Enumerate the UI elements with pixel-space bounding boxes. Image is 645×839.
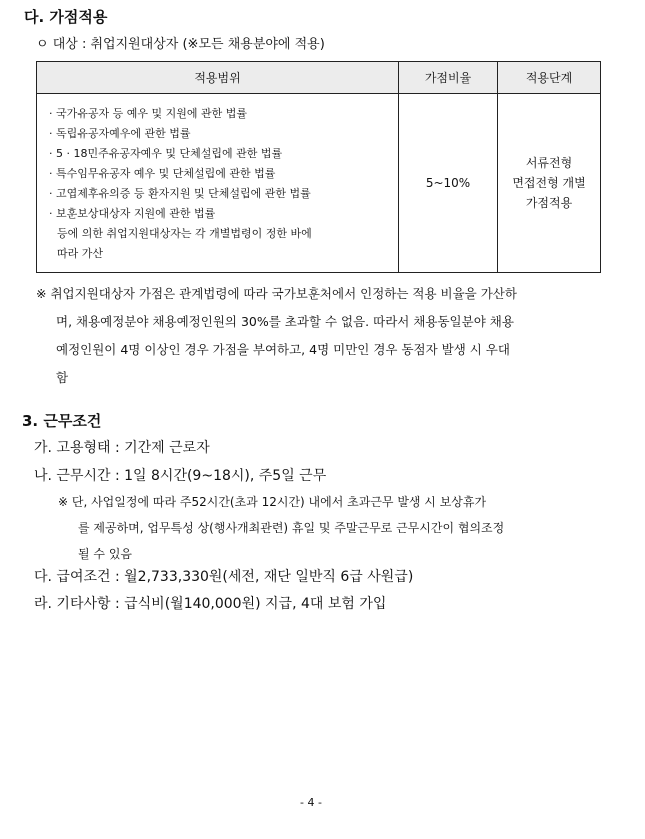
- scope-line: · 독립유공자예우에 관한 법률: [49, 127, 191, 140]
- stage-line: 서류전형: [525, 156, 573, 170]
- header-scope: 적용범위: [37, 62, 399, 94]
- scope-line: · 국가유공자 등 예우 및 지원에 관한 법률: [49, 107, 247, 120]
- note-line: 며, 채용예정분야 채용예정인원의 30%를 초과할 수 없음. 따라서 채용동일분야 채용: [56, 314, 514, 329]
- note-block: [36, 280, 517, 392]
- scope-line: 등에 의한 취업지원대상자는 각 개별법령이 정한 바에: [57, 227, 312, 240]
- note-line: 함: [56, 370, 69, 385]
- salary: 다. 급여조건 : 월2,733,330원(세전, 재단 일반직 6급 사원급): [34, 569, 414, 585]
- section-title-da: 다. 가점적용: [24, 8, 108, 26]
- header-rate: 가점비율: [399, 62, 498, 94]
- note-line: 예정인원이 4명 이상인 경우 가점을 부여하고, 4명 미만인 경우 동점자 발생 시 우대: [56, 342, 510, 357]
- note-line: ※ 취업지원대상자 가점은 관계법령에 따라 국가보훈처에서 인정하는 적용 비율을 가산하: [36, 286, 517, 301]
- scope-line: · 특수임무유공자 예우 및 단체설립에 관한 법률: [49, 167, 276, 180]
- employment-type: 가. 고용형태 : 기간제 근로자: [34, 440, 210, 456]
- work-hours-note-line: 될 수 있음: [78, 547, 132, 561]
- stage-line: 가점적용: [525, 196, 573, 210]
- table-row: [37, 94, 601, 273]
- header-stage: 적용단계: [498, 62, 601, 94]
- work-hours: 나. 근무시간 : 1일 8시간(9~18시), 주5일 근무: [34, 468, 327, 484]
- scope-line: · 5 · 18민주유공자예우 및 단체설립에 관한 법률: [49, 147, 283, 160]
- work-hours-note-line: ※ 단, 사업일정에 따라 주52시간(초과 12시간) 내에서 초과근무 발생 시 보상휴가: [58, 495, 487, 509]
- scope-line: · 보훈보상대상자 지원에 관한 법률: [49, 207, 216, 220]
- target-label: ㅇ 대상 : 취업지원대상자 (※모든 채용분야에 적용): [36, 37, 325, 52]
- rate-cell: 5~10%: [399, 94, 498, 273]
- stage-cell: [498, 94, 601, 273]
- scope-line: · 고엽제후유의증 등 환자지원 및 단체설립에 관한 법률: [49, 187, 311, 200]
- scope-cell: [37, 94, 399, 273]
- work-hours-note-line: 를 제공하며, 업무특성 상(행사개최관련) 휴일 및 주말근무로 근무시간이 협의조정: [78, 521, 505, 535]
- work-hours-note: [58, 489, 504, 567]
- scope-line: 따라 가산: [57, 247, 104, 260]
- table-header-row: [37, 62, 601, 94]
- bonus-table: [36, 61, 601, 273]
- other-items: 라. 기타사항 : 급식비(월140,000원) 지급, 4대 보험 가입: [34, 596, 387, 612]
- stage-line: 면접전형 개별: [512, 176, 586, 190]
- section-title-3: 3. 근무조건: [22, 412, 102, 430]
- page-number: - 4 -: [300, 796, 322, 809]
